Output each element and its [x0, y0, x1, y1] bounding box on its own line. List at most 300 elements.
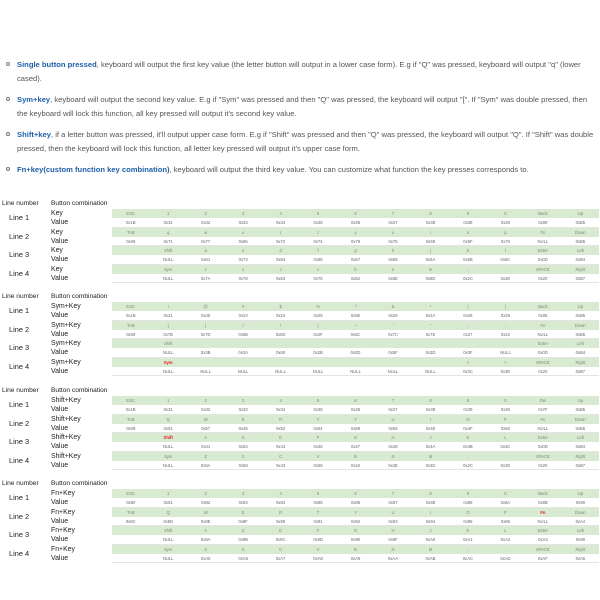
key-cell: 4: [279, 211, 282, 216]
key-cell: [262, 339, 299, 348]
value-cell: 0x55: [388, 425, 398, 431]
key-cell: .: [504, 453, 506, 459]
value-cell: 0x7A: [200, 275, 211, 281]
value-cell: 0x31: [163, 407, 173, 413]
instruction-text: , if a letter button was pressed, it'll output upper case form. E.g if "Shift" was pressed and then "Q" was pressed, the keyboard will output "Q". If "Shift" was double pressed, then the keyboard will lock this function, all letter key pressed will output it's upper case form.: [17, 130, 594, 153]
key-cell: 6: [354, 398, 357, 403]
key-cell: Back: [538, 211, 548, 216]
instruction-text: , keyboard will output the second key value. E.g if "Sym" was pressed and then "Q" was pressed, the keyboard will output "[". If "Sym" was double pressed, then the keyboard will lock this function, all key pressed will output it's second key value.: [17, 95, 588, 118]
value-cell: 0x52: [276, 425, 286, 431]
key-cell: K: [466, 435, 470, 440]
value-cell: 0x32: [201, 407, 211, 413]
key-cell: ): [504, 304, 507, 309]
value-cell: 0x95: [463, 518, 473, 524]
key-cell: 2: [204, 211, 207, 216]
key-cell: q: [167, 229, 170, 235]
value-row-cells: [112, 367, 599, 376]
key-cell: c: [279, 266, 282, 272]
key-table: [1, 386, 599, 470]
key-cell: 3: [241, 211, 245, 216]
value-row-cells: [112, 461, 599, 470]
key-cell: [112, 339, 149, 348]
key-cell: S: [241, 528, 245, 533]
value-cell: 0x63: [276, 275, 286, 281]
line-name: Line 2: [9, 231, 30, 241]
value-row-label: Value: [51, 219, 69, 227]
key-cell: !: [167, 304, 169, 309]
key-cell: Up: [577, 304, 584, 309]
key-cell: H: [391, 435, 395, 440]
value-row-cells: [112, 535, 599, 544]
value-cell: 0x46: [313, 444, 323, 450]
table-header: [1, 479, 599, 489]
value-cell: 0xA6: [238, 555, 248, 561]
key-row: [51, 452, 599, 461]
value-cell: 0x86: [351, 500, 361, 506]
key-cell: 7: [391, 491, 395, 496]
value-cell: NULL: [537, 518, 549, 524]
table-line: [1, 209, 599, 228]
key-cell: F: [316, 435, 320, 440]
value-cell: 0xA9: [350, 555, 361, 561]
value-row: [51, 535, 599, 544]
key-cell: @: [203, 304, 208, 309]
value-cell: 0x40: [201, 313, 211, 319]
key-cell: TAB: [126, 509, 135, 515]
key-row-label: Key: [51, 265, 63, 273]
key-cell: h: [391, 248, 395, 253]
key-cell: Fn: [540, 509, 546, 515]
value-cell: [112, 274, 149, 282]
value-cell: 0x9B: [238, 537, 248, 543]
line-name: Line 1: [9, 400, 30, 409]
value-row-label: Value: [51, 499, 69, 507]
value-row: [51, 274, 599, 283]
value-cell: 0x6E: [388, 275, 398, 281]
key-cell: Right: [575, 359, 586, 365]
value-cell: 0x22: [500, 331, 510, 337]
value-cell: 0xB5: [575, 313, 586, 319]
key-cell: R: [279, 509, 283, 515]
key-cell: [224, 358, 261, 367]
key-cell: Enter: [537, 341, 548, 346]
key-row-cells: [112, 358, 599, 367]
value-cell: NULL: [162, 368, 174, 374]
value-cell: 0x2D: [350, 350, 361, 356]
value-row: [51, 348, 599, 357]
value-cell: 0x7B: [163, 331, 173, 337]
value-row-cells: [112, 274, 599, 283]
line-name: Line 3: [9, 530, 30, 539]
key-row-label: Key: [51, 228, 63, 236]
value-cell: 0xB7: [575, 275, 586, 281]
key-cell: #: [241, 304, 245, 309]
value-cell: 0xA7: [275, 555, 286, 561]
value-cell: 0x54: [313, 425, 323, 431]
value-cell: 0xAF: [538, 555, 548, 561]
instructions-list: [4, 58, 596, 184]
value-cell: 0x67: [351, 257, 361, 263]
key-cell: <: [466, 359, 470, 365]
line-name: Line 3: [9, 343, 30, 352]
key-row: [51, 339, 599, 348]
key-cell: Down: [575, 322, 586, 328]
value-cell: 0x8C: [125, 518, 136, 524]
line-name: Line 4: [9, 455, 30, 465]
table-header: [1, 292, 599, 302]
key-cell: Fn: [540, 322, 546, 328]
value-cell: 0x70: [500, 238, 510, 244]
key-cell: j: [430, 248, 431, 253]
value-row: [51, 517, 599, 526]
value-cell: 0x62: [351, 275, 361, 281]
value-cell: NULL: [200, 368, 212, 374]
value-cell: 0xB5: [575, 407, 586, 413]
value-cell: 0x5A: [200, 462, 211, 468]
value-row: [51, 405, 599, 414]
value-row-cells: [112, 554, 599, 563]
line-name: Line 1: [9, 213, 30, 222]
key-cell: &: [391, 304, 395, 309]
value-cell: 0x42: [351, 462, 361, 468]
value-cell: 0x1B: [125, 313, 136, 319]
value-cell: 0x6F: [463, 238, 473, 244]
value-cell: 0x8F: [238, 518, 248, 524]
value-cell: [112, 554, 149, 562]
key-cell: B: [354, 453, 357, 459]
key-cell: ESC: [126, 304, 136, 309]
key-row-cells: [112, 433, 599, 442]
value-cell: 0x90: [276, 518, 286, 524]
key-cell: ,: [467, 546, 469, 552]
bullet-icon: [6, 62, 10, 66]
key-cell: G: [353, 435, 358, 440]
value-cell: 0x1B: [125, 407, 136, 413]
key-cell: [112, 545, 149, 554]
value-row-cells: [112, 311, 599, 320]
key-cell: x: [242, 266, 245, 272]
value-cell: 0x60: [276, 350, 286, 356]
value-cell: 0x49: [425, 425, 436, 431]
instruction-item: [4, 58, 596, 86]
value-cell: 0x2E: [500, 462, 511, 468]
key-cell: [112, 265, 149, 274]
value-cell: 0x51: [163, 425, 173, 431]
value-cell: 0xA4: [575, 518, 586, 524]
value-cell: 0x45: [238, 425, 248, 431]
value-cell: 0x65: [238, 238, 248, 244]
value-row-label: Value: [51, 554, 69, 562]
key-cell: O: [466, 509, 470, 515]
key-cell: Del: [539, 398, 547, 403]
key-cell: K: [466, 528, 470, 533]
key-row-label: Shift+Key: [51, 434, 81, 441]
value-row-cells: [112, 330, 599, 339]
value-cell: 0x96: [500, 518, 510, 524]
key-row-label: Fn+Key: [51, 545, 75, 553]
key-cell: \: [280, 322, 282, 328]
line-number-header: Line number: [2, 387, 39, 394]
key-cell: a: [204, 248, 207, 253]
key-cell: T: [316, 509, 320, 515]
value-cell: 0x27: [463, 331, 473, 337]
key-cell: G: [353, 528, 358, 533]
key-cell: 0: [504, 398, 507, 403]
key-cell: [187, 339, 224, 348]
bullet-icon: [6, 97, 10, 101]
instruction-text: , keyboard will output the first key value (the letter button will output in a lower case form). E.g if "Q" was pressed, keyboard will output "q" (lower cased).: [17, 60, 581, 83]
key-cell: E: [241, 509, 245, 515]
value-row-label: Value: [51, 237, 69, 245]
value-cell: 0x75: [388, 238, 398, 244]
value-cell: 0x77: [201, 238, 211, 244]
key-row-label: Sym+Key: [51, 358, 81, 366]
key-cell: g: [354, 248, 357, 253]
value-cell: [112, 255, 149, 263]
key-row-label: Shift+Key: [51, 452, 81, 460]
value-cell: 0x8D: [163, 518, 174, 524]
value-cell: 0x4A: [425, 444, 436, 450]
value-cell: 0x7D: [200, 331, 211, 337]
value-row-cells: [112, 405, 599, 414]
value-cell: 0xB6: [575, 238, 586, 244]
key-cell: m: [428, 266, 433, 272]
key-cell: X: [241, 453, 245, 459]
value-cell: 0x94: [425, 518, 436, 524]
key-cell: [112, 452, 149, 461]
key-cell: O: [466, 416, 470, 422]
button-combination-header: Button combination: [51, 200, 108, 207]
key-cell: 4: [279, 398, 282, 403]
line-name: Line 1: [9, 306, 30, 315]
key-cell: M: [428, 546, 433, 552]
key-cell: t: [317, 229, 319, 235]
key-cell: ,: [467, 453, 469, 459]
key-cell: 9: [466, 398, 470, 403]
table-line: [1, 433, 599, 452]
key-cell: 7: [391, 211, 395, 216]
value-cell: NULL: [162, 350, 174, 356]
key-cell: i: [430, 229, 431, 235]
value-row-label: Value: [51, 274, 69, 282]
value-cell: 0x35: [313, 220, 323, 226]
instruction-title: Fn+key(custom function key combination): [17, 165, 170, 174]
key-row-cells: [112, 246, 599, 255]
value-cell: 0x2E: [500, 275, 511, 281]
key-cell: 0: [504, 491, 507, 496]
key-row-label: Sym+Key: [51, 340, 81, 347]
table-line: [1, 452, 599, 471]
value-cell: 0xAB: [425, 555, 436, 561]
key-cell: SPACE: [535, 359, 550, 365]
key-cell: ;: [467, 322, 469, 328]
key-row: [51, 321, 599, 330]
key-cell: [262, 358, 299, 367]
value-cell: 0x38: [425, 220, 436, 226]
key-cell: y: [354, 229, 357, 235]
value-cell: 0x78: [238, 275, 248, 281]
key-cell: %: [316, 304, 320, 309]
instruction-item: [4, 93, 596, 121]
value-cell: 0x36: [351, 220, 361, 226]
key-cell: Shift: [163, 435, 173, 440]
value-row-label: Value: [51, 367, 69, 375]
table-header: [1, 386, 599, 396]
key-cell: ': [392, 322, 394, 328]
table-line: [1, 321, 599, 340]
table-line: [1, 415, 599, 434]
value-cell: NULL: [275, 368, 286, 374]
value-cell: 0x9D: [313, 537, 323, 543]
key-cell: 2: [204, 491, 207, 496]
key-cell: Q: [166, 509, 170, 515]
value-cell: NULL: [162, 555, 174, 561]
key-cell: o: [466, 229, 470, 235]
value-cell: 0x20: [538, 275, 548, 281]
value-cell: 0x4C: [500, 444, 511, 450]
key-cell: Fn: [540, 416, 546, 422]
value-cell: NULL: [500, 350, 511, 356]
key-row: [51, 265, 599, 274]
key-cell: [112, 433, 149, 442]
key-cell: 1: [167, 491, 170, 496]
key-cell: ^: [354, 304, 357, 309]
key-row: [51, 508, 599, 517]
key-cell: f: [317, 248, 319, 253]
value-cell: 0x6B: [463, 257, 473, 263]
value-cell: [112, 367, 149, 375]
key-cell: 8: [429, 398, 432, 403]
value-row-label: Value: [51, 443, 69, 451]
key-cell: Enter: [537, 528, 548, 533]
value-cell: 0x20: [538, 462, 548, 468]
key-cell: Z: [204, 546, 207, 552]
value-cell: 0x20: [538, 368, 548, 374]
value-cell: 0xA0: [425, 537, 436, 543]
value-cell: 0x26: [388, 313, 398, 319]
key-cell: Right: [575, 266, 586, 272]
key-cell: I: [429, 509, 432, 515]
instruction-title: Single button pressed: [17, 60, 97, 69]
key-cell: .: [504, 266, 506, 272]
key-cell: TAB: [126, 322, 135, 328]
key-row-label: Sym+Key: [51, 303, 81, 310]
value-cell: 0x47: [351, 444, 361, 450]
line-name: Line 1: [9, 493, 30, 502]
value-row-label: Value: [51, 461, 69, 469]
key-cell: Shift: [164, 528, 173, 533]
value-cell: 0x64: [276, 257, 286, 263]
value-cell: 0x4F: [463, 425, 473, 431]
key-cell: X: [241, 546, 245, 552]
value-cell: NULL: [537, 238, 549, 244]
key-cell: SPACE: [535, 266, 550, 272]
key-row-cells: [112, 415, 599, 424]
key-cell: A: [204, 528, 208, 533]
key-cell: .: [504, 546, 506, 552]
key-cell: H: [391, 528, 395, 533]
key-cell: [112, 246, 149, 255]
value-cell: 0x7F: [538, 407, 548, 413]
key-cell: $: [279, 304, 282, 309]
key-cell: R: [279, 416, 283, 422]
key-cell: Up: [577, 211, 584, 216]
key-row-cells: [112, 508, 599, 517]
value-row-cells: [112, 348, 599, 357]
table-line: [1, 339, 599, 358]
key-cell: I: [429, 416, 432, 422]
line-name: Line 3: [9, 437, 30, 446]
value-cell: 0x92: [351, 518, 361, 524]
value-cell: 0x80: [126, 500, 136, 506]
key-cell: [487, 339, 524, 348]
value-cell: NULL: [387, 368, 399, 374]
key-row-cells: [112, 452, 599, 461]
value-cell: NULL: [537, 331, 549, 337]
value-cell: 0x29: [500, 313, 510, 319]
key-cell: :: [504, 322, 506, 328]
line-number-header: Line number: [2, 200, 39, 207]
key-row-cells: [112, 489, 599, 498]
key-cell: P: [504, 509, 507, 515]
key-row: [51, 209, 599, 218]
value-cell: NULL: [350, 368, 361, 374]
value-cell: [112, 348, 149, 356]
key-cell: Down: [575, 229, 586, 235]
key-cell: [187, 358, 224, 367]
key-cell: L: [504, 528, 507, 533]
instruction-title: Shift+key: [17, 130, 51, 139]
key-cell: [: [167, 322, 169, 328]
value-cell: 0x21: [163, 313, 173, 319]
value-cell: 0x99: [575, 500, 585, 506]
key-cell: N: [391, 546, 395, 552]
value-cell: 0x09: [126, 238, 136, 244]
key-row: [51, 545, 599, 554]
value-cell: 0x1B: [125, 220, 136, 226]
key-row: [51, 246, 599, 255]
value-row-cells: [112, 424, 599, 433]
value-cell: 0x81: [163, 500, 173, 506]
key-cell: L: [504, 435, 507, 440]
key-cell: 7: [391, 398, 395, 403]
key-table: [1, 199, 599, 283]
key-cell: P: [504, 416, 507, 422]
value-cell: 0x36: [351, 407, 361, 413]
value-cell: 0x8E: [200, 518, 211, 524]
value-cell: 0x50: [500, 425, 510, 431]
value-cell: 0x85: [313, 500, 323, 506]
key-cell: >: [504, 359, 507, 365]
value-cell: 0x0D: [538, 350, 548, 356]
key-cell: F: [316, 528, 320, 533]
value-cell: 0x25: [313, 313, 323, 319]
key-cell: [337, 358, 374, 367]
value-cell: 0x41: [201, 444, 211, 450]
value-cell: 0x73: [238, 257, 248, 263]
key-cell: SPACE: [535, 453, 550, 459]
value-cell: 0x48: [388, 444, 398, 450]
value-row-cells: [112, 442, 599, 451]
key-row: [51, 415, 599, 424]
key-cell: Down: [575, 416, 586, 422]
value-cell: NULL: [162, 462, 174, 468]
value-cell: 0x93: [388, 518, 398, 524]
value-cell: 0x34: [276, 220, 286, 226]
key-row-cells: [112, 265, 599, 274]
key-cell: 0: [504, 211, 507, 216]
key-cell: v: [317, 266, 320, 272]
